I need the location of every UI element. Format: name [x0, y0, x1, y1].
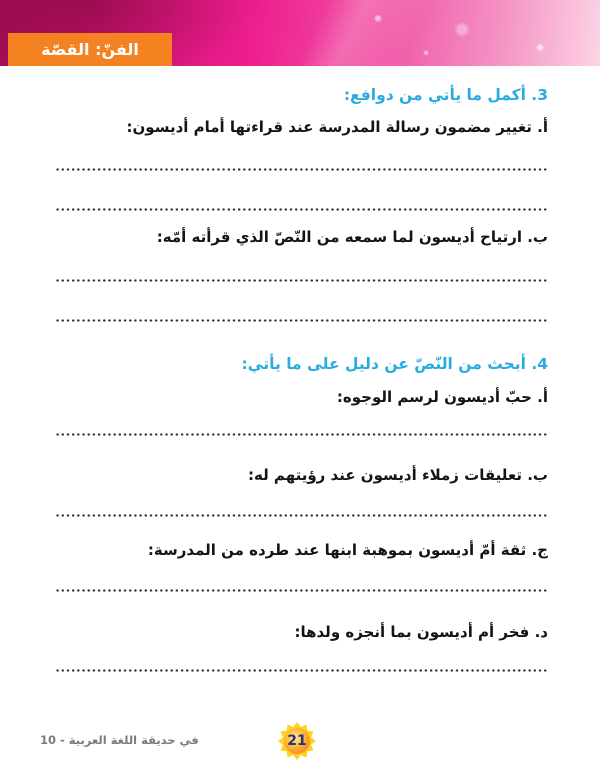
page-number: 21 [287, 733, 307, 749]
section-label: الفنّ: القصّة [8, 33, 172, 66]
series-title: في حديقة اللغة العربية - 10 [40, 733, 199, 747]
answer-line [55, 669, 548, 672]
question-4-heading: 4. أبحث من النّصّ عن دليل على ما يأتي: [241, 355, 548, 373]
answer-line [55, 208, 548, 211]
question-3-item-a: أ. تغيير مضمون رسالة المدرسة عند قراءتها أمام أديسون: [126, 118, 548, 136]
answer-line [55, 279, 548, 282]
question-4-item-b: ب. تعليقات زملاء أديسون عند رؤيتهم له: [247, 466, 548, 484]
question-4-item-c: ج. ثقة أمّ أديسون بموهبة ابنها عند طرده من المدرسة: [147, 541, 548, 559]
header-band [0, 0, 600, 66]
answer-line [55, 319, 548, 322]
question-4-item-a: أ. حبّ أديسون لرسم الوجوه: [336, 388, 548, 406]
question-3-heading: 3. أكمل ما يأتي من دوافع: [343, 86, 548, 104]
question-4-item-d: د. فخر أم أديسون بما أنجزه ولدها: [294, 623, 548, 641]
answer-line [55, 433, 548, 436]
answer-line [55, 168, 548, 171]
answer-line [55, 589, 548, 592]
page-number-badge [277, 721, 317, 761]
answer-line [55, 514, 548, 517]
question-3-item-b: ب. ارتياح أديسون لما سمعه من النّصّ الذي قرأته أمّه: [156, 228, 548, 246]
